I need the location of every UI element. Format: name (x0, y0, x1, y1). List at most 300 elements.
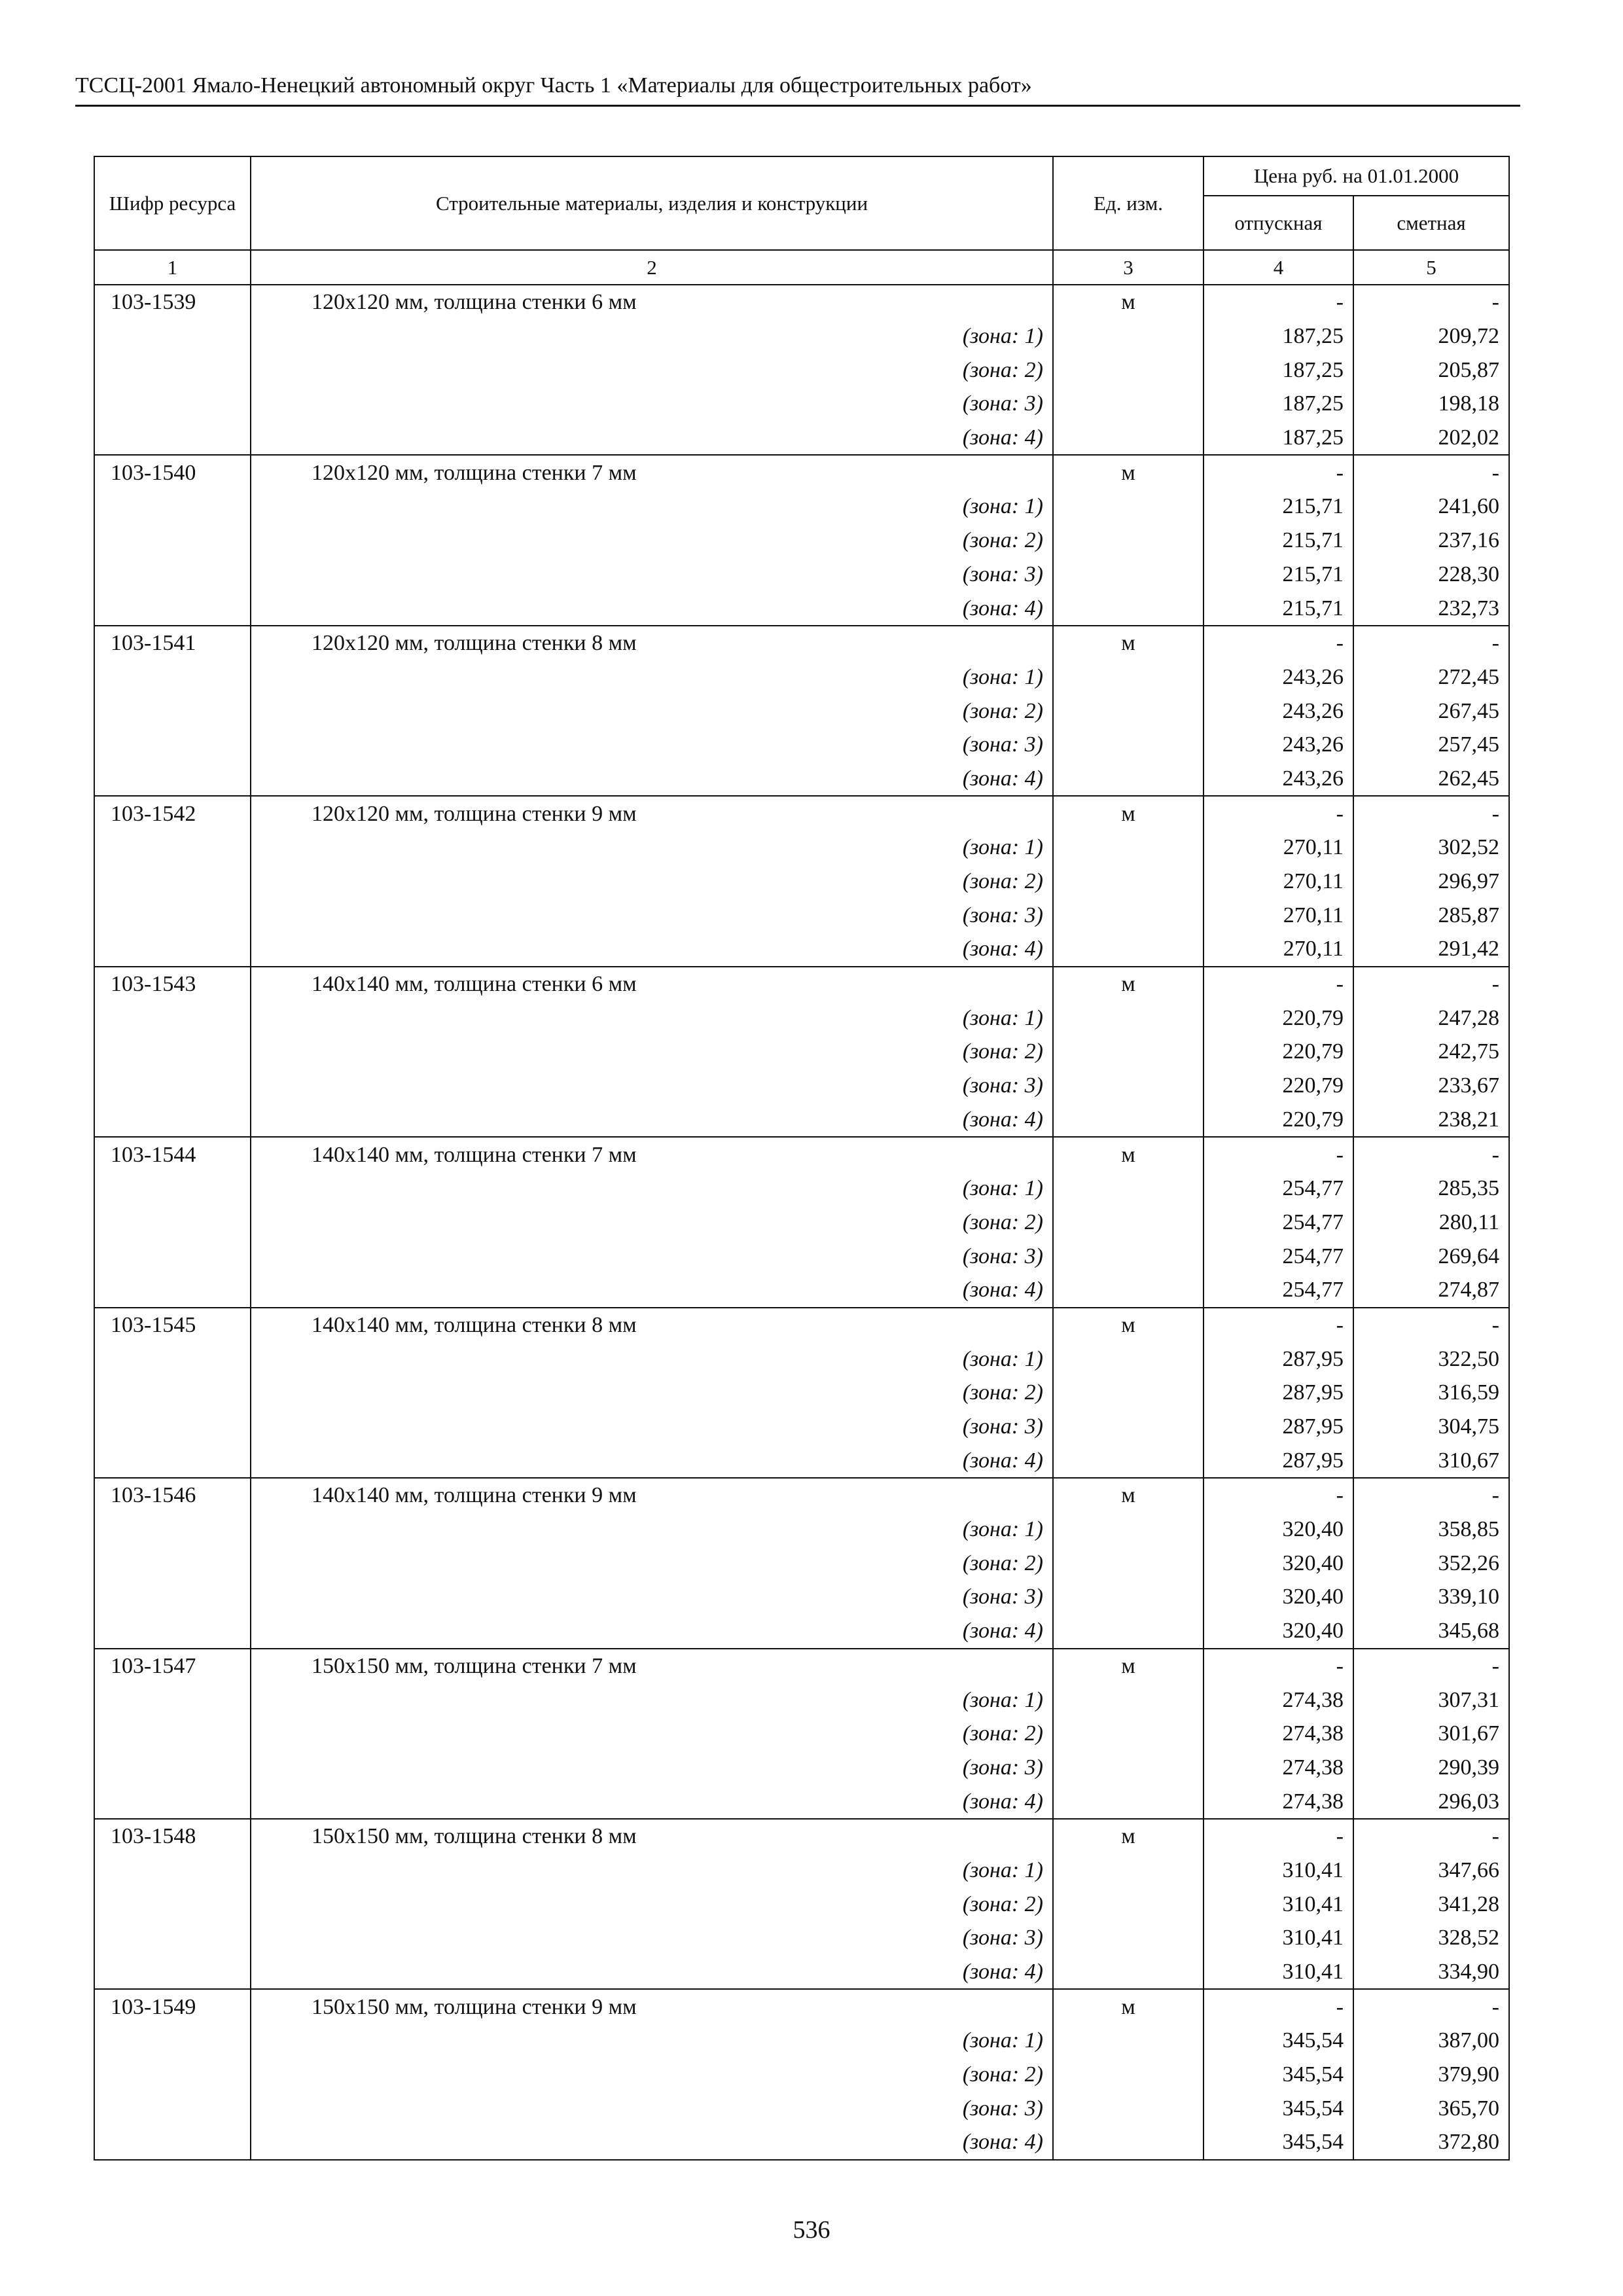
zone-label: (зона: 3) (251, 1069, 1053, 1103)
estimate-price: - (1353, 626, 1509, 660)
zone-label: (зона: 1) (251, 319, 1053, 353)
release-price: 220,79 (1204, 1069, 1353, 1103)
zone-label: (зона: 1) (251, 1854, 1053, 1888)
estimate-price: - (1353, 1308, 1509, 1342)
table-row (94, 796, 1509, 831)
header-unit: Ед. изм. (1053, 156, 1204, 250)
release-price: 310,41 (1204, 1854, 1353, 1888)
zone-label: (зона: 1) (251, 490, 1053, 524)
release-price: 345,54 (1204, 2024, 1353, 2058)
zone-label: (зона: 3) (251, 1410, 1053, 1444)
zone-label: (зона: 2) (251, 353, 1053, 387)
resource-code-empty (94, 898, 251, 932)
release-price: 270,11 (1204, 898, 1353, 932)
resource-code-empty (94, 558, 251, 592)
table-row (94, 1103, 1509, 1138)
column-number: 5 (1353, 250, 1509, 285)
zone-label: (зона: 3) (251, 1751, 1053, 1785)
release-price: 243,26 (1204, 694, 1353, 728)
estimate-price: 316,59 (1353, 1376, 1509, 1410)
unit-empty (1053, 2091, 1204, 2125)
table-row (94, 353, 1509, 387)
resource-code: 103-1540 (94, 455, 251, 490)
table-row (94, 1683, 1509, 1717)
resource-code-empty (94, 2058, 251, 2092)
release-price: 270,11 (1204, 865, 1353, 899)
zone-label: (зона: 4) (251, 932, 1053, 967)
table-row (94, 1614, 1509, 1649)
unit-empty (1053, 2058, 1204, 2092)
resource-code-empty (94, 2125, 251, 2160)
resource-code: 103-1545 (94, 1308, 251, 1342)
release-price: 345,54 (1204, 2125, 1353, 2160)
estimate-price: 372,80 (1353, 2125, 1509, 2160)
unit-empty (1053, 1854, 1204, 1888)
table-row (94, 1513, 1509, 1547)
resource-code-empty (94, 1443, 251, 1478)
release-price: 274,38 (1204, 1717, 1353, 1751)
release-price: 215,71 (1204, 490, 1353, 524)
zone-label: (зона: 3) (251, 1239, 1053, 1273)
estimate-price: 228,30 (1353, 558, 1509, 592)
unit-empty (1053, 353, 1204, 387)
header-price: Цена руб. на 01.01.2000 (1204, 156, 1509, 196)
resource-code-empty (94, 1921, 251, 1955)
release-price: 254,77 (1204, 1206, 1353, 1240)
resource-code-empty (94, 1546, 251, 1580)
unit: м (1053, 1308, 1204, 1342)
material-name: 120х120 мм, толщина стенки 9 мм (251, 796, 1053, 831)
resource-code-empty (94, 1717, 251, 1751)
estimate-price: 272,45 (1353, 660, 1509, 694)
unit: м (1053, 455, 1204, 490)
resource-code-empty (94, 1069, 251, 1103)
estimate-price: 242,75 (1353, 1035, 1509, 1069)
estimate-price: 302,52 (1353, 831, 1509, 865)
estimate-price: 358,85 (1353, 1513, 1509, 1547)
column-number: 2 (251, 250, 1053, 285)
table-row (94, 1069, 1509, 1103)
unit-empty (1053, 421, 1204, 456)
release-price: 320,40 (1204, 1546, 1353, 1580)
table-row (94, 285, 1509, 319)
estimate-price: 285,87 (1353, 898, 1509, 932)
resource-code-empty (94, 865, 251, 899)
release-price: 310,41 (1204, 1887, 1353, 1921)
estimate-price: 257,45 (1353, 728, 1509, 762)
table-row (94, 1921, 1509, 1955)
estimate-price: 241,60 (1353, 490, 1509, 524)
table-row (94, 591, 1509, 626)
unit-empty (1053, 1443, 1204, 1478)
release-price: 220,79 (1204, 1035, 1353, 1069)
table-row (94, 1751, 1509, 1785)
header-resource-code: Шифр ресурса (94, 156, 251, 250)
estimate-price: - (1353, 1137, 1509, 1172)
unit-empty (1053, 1376, 1204, 1410)
zone-label: (зона: 1) (251, 1513, 1053, 1547)
column-number: 4 (1204, 250, 1353, 285)
table-row (94, 831, 1509, 865)
resource-code: 103-1539 (94, 285, 251, 319)
material-name: 120х120 мм, толщина стенки 8 мм (251, 626, 1053, 660)
resource-code: 103-1543 (94, 967, 251, 1001)
resource-code-empty (94, 1751, 251, 1785)
unit-empty (1053, 1035, 1204, 1069)
release-price: 345,54 (1204, 2091, 1353, 2125)
zone-label: (зона: 3) (251, 1580, 1053, 1614)
release-price: - (1204, 1137, 1353, 1172)
release-price: 270,11 (1204, 831, 1353, 865)
zone-label: (зона: 4) (251, 762, 1053, 797)
estimate-price: 205,87 (1353, 353, 1509, 387)
unit-empty (1053, 591, 1204, 626)
resource-code-empty (94, 1103, 251, 1138)
table-row (94, 1035, 1509, 1069)
release-price: - (1204, 1308, 1353, 1342)
resource-code-empty (94, 1887, 251, 1921)
resource-code-empty (94, 387, 251, 421)
release-price: 254,77 (1204, 1273, 1353, 1308)
unit-empty (1053, 1614, 1204, 1649)
resource-code-empty (94, 762, 251, 797)
unit-empty (1053, 831, 1204, 865)
release-price: 345,54 (1204, 2058, 1353, 2092)
table-row (94, 1308, 1509, 1342)
estimate-price: 274,87 (1353, 1273, 1509, 1308)
release-price: - (1204, 796, 1353, 831)
estimate-price: 198,18 (1353, 387, 1509, 421)
resource-code-empty (94, 524, 251, 558)
table-row (94, 1784, 1509, 1819)
unit-empty (1053, 1342, 1204, 1376)
estimate-price: 307,31 (1353, 1683, 1509, 1717)
resource-code: 103-1541 (94, 626, 251, 660)
estimate-price: 387,00 (1353, 2024, 1509, 2058)
table-row (94, 967, 1509, 1001)
release-price: - (1204, 1478, 1353, 1513)
table-row (94, 1137, 1509, 1172)
estimate-price: 310,67 (1353, 1443, 1509, 1478)
unit-empty (1053, 1273, 1204, 1308)
release-price: 254,77 (1204, 1239, 1353, 1273)
release-price: 287,95 (1204, 1443, 1353, 1478)
zone-label: (зона: 1) (251, 1001, 1053, 1035)
resource-code-empty (94, 1784, 251, 1819)
resource-code-empty (94, 2091, 251, 2125)
zone-label: (зона: 4) (251, 1443, 1053, 1478)
estimate-price: 334,90 (1353, 1955, 1509, 1990)
release-price: 215,71 (1204, 558, 1353, 592)
unit-empty (1053, 1683, 1204, 1717)
unit-empty (1053, 524, 1204, 558)
zone-label: (зона: 2) (251, 1887, 1053, 1921)
table-row (94, 1887, 1509, 1921)
table-row (94, 1955, 1509, 1990)
zone-label: (зона: 4) (251, 1955, 1053, 1990)
estimate-price: - (1353, 1649, 1509, 1683)
estimate-price: 237,16 (1353, 524, 1509, 558)
resource-code-empty (94, 1001, 251, 1035)
unit-empty (1053, 1717, 1204, 1751)
release-price: 215,71 (1204, 591, 1353, 626)
table-row (94, 1273, 1509, 1308)
estimate-price: 285,35 (1353, 1172, 1509, 1206)
estimate-price: 322,50 (1353, 1342, 1509, 1376)
zone-label: (зона: 2) (251, 1376, 1053, 1410)
resource-code: 103-1542 (94, 796, 251, 831)
release-price: 270,11 (1204, 932, 1353, 967)
material-name: 150х150 мм, толщина стенки 7 мм (251, 1649, 1053, 1683)
unit-empty (1053, 558, 1204, 592)
unit-empty (1053, 387, 1204, 421)
zone-label: (зона: 3) (251, 387, 1053, 421)
resource-code-empty (94, 831, 251, 865)
material-name: 140х140 мм, толщина стенки 6 мм (251, 967, 1053, 1001)
zone-label: (зона: 2) (251, 1206, 1053, 1240)
estimate-price: 296,97 (1353, 865, 1509, 899)
estimate-price: 290,39 (1353, 1751, 1509, 1785)
unit-empty (1053, 1239, 1204, 1273)
release-price: 320,40 (1204, 1614, 1353, 1649)
estimate-price: 347,66 (1353, 1854, 1509, 1888)
table-row (94, 762, 1509, 797)
release-price: 220,79 (1204, 1001, 1353, 1035)
estimate-price: 345,68 (1353, 1614, 1509, 1649)
table-row (94, 660, 1509, 694)
table-row (94, 626, 1509, 660)
estimate-price: 202,02 (1353, 421, 1509, 456)
release-price: 320,40 (1204, 1580, 1353, 1614)
table-row (94, 1580, 1509, 1614)
table-row (94, 2058, 1509, 2092)
unit-empty (1053, 1921, 1204, 1955)
table-row (94, 728, 1509, 762)
zone-label: (зона: 2) (251, 524, 1053, 558)
zone-label: (зона: 2) (251, 1546, 1053, 1580)
table-row (94, 1717, 1509, 1751)
estimate-price: 379,90 (1353, 2058, 1509, 2092)
estimate-price: 232,73 (1353, 591, 1509, 626)
table-row (94, 1546, 1509, 1580)
estimate-price: 233,67 (1353, 1069, 1509, 1103)
release-price: 287,95 (1204, 1342, 1353, 1376)
release-price: 254,77 (1204, 1172, 1353, 1206)
resource-code-empty (94, 1513, 251, 1547)
release-price: 243,26 (1204, 728, 1353, 762)
zone-label: (зона: 4) (251, 591, 1053, 626)
zone-label: (зона: 1) (251, 660, 1053, 694)
unit: м (1053, 1819, 1204, 1854)
material-name: 150х150 мм, толщина стенки 8 мм (251, 1819, 1053, 1854)
resource-code-empty (94, 694, 251, 728)
release-price: - (1204, 285, 1353, 319)
page-number: 536 (793, 2216, 830, 2244)
estimate-price: 301,67 (1353, 1717, 1509, 1751)
zone-label: (зона: 1) (251, 2024, 1053, 2058)
table-row (94, 1989, 1509, 2024)
estimate-price: - (1353, 285, 1509, 319)
release-price: - (1204, 967, 1353, 1001)
resource-code-empty (94, 319, 251, 353)
release-price: 220,79 (1204, 1103, 1353, 1138)
release-price: - (1204, 1989, 1353, 2024)
release-price: 310,41 (1204, 1955, 1353, 1990)
estimate-price: 341,28 (1353, 1887, 1509, 1921)
estimate-price: 304,75 (1353, 1410, 1509, 1444)
unit-empty (1053, 694, 1204, 728)
release-price: 187,25 (1204, 353, 1353, 387)
unit-empty (1053, 1001, 1204, 1035)
unit: м (1053, 285, 1204, 319)
column-number: 3 (1053, 250, 1204, 285)
release-price: 287,95 (1204, 1410, 1353, 1444)
resource-code-empty (94, 1035, 251, 1069)
table-row (94, 1206, 1509, 1240)
unit-empty (1053, 865, 1204, 899)
release-price: 274,38 (1204, 1784, 1353, 1819)
unit-empty (1053, 1580, 1204, 1614)
estimate-price: - (1353, 967, 1509, 1001)
estimate-price: 339,10 (1353, 1580, 1509, 1614)
material-name: 140х140 мм, толщина стенки 7 мм (251, 1137, 1053, 1172)
resource-code-empty (94, 1172, 251, 1206)
unit-empty (1053, 2125, 1204, 2160)
unit-empty (1053, 728, 1204, 762)
unit-empty (1053, 1103, 1204, 1138)
table-row (94, 1376, 1509, 1410)
release-price: - (1204, 1819, 1353, 1854)
unit-empty (1053, 1955, 1204, 1990)
table-row (94, 694, 1509, 728)
resource-code-empty (94, 1342, 251, 1376)
estimate-price: 296,03 (1353, 1784, 1509, 1819)
resource-code-empty (94, 2024, 251, 2058)
zone-label: (зона: 2) (251, 865, 1053, 899)
resource-code-empty (94, 1273, 251, 1308)
resource-code-empty (94, 490, 251, 524)
estimate-price: 280,11 (1353, 1206, 1509, 1240)
resource-code-empty (94, 1239, 251, 1273)
table-row (94, 1478, 1509, 1513)
resource-code-empty (94, 932, 251, 967)
header-divider (75, 105, 1520, 107)
release-price: 215,71 (1204, 524, 1353, 558)
release-price: 274,38 (1204, 1683, 1353, 1717)
release-price: 310,41 (1204, 1921, 1353, 1955)
estimate-price: 247,28 (1353, 1001, 1509, 1035)
unit: м (1053, 1478, 1204, 1513)
resource-code: 103-1547 (94, 1649, 251, 1683)
release-price: 243,26 (1204, 762, 1353, 797)
zone-label: (зона: 2) (251, 1717, 1053, 1751)
zone-label: (зона: 4) (251, 1273, 1053, 1308)
material-name: 140х140 мм, толщина стенки 9 мм (251, 1478, 1053, 1513)
resource-code: 103-1548 (94, 1819, 251, 1854)
zone-label: (зона: 3) (251, 2091, 1053, 2125)
estimate-price: 267,45 (1353, 694, 1509, 728)
estimate-price: 365,70 (1353, 2091, 1509, 2125)
table-row (94, 1001, 1509, 1035)
unit-empty (1053, 898, 1204, 932)
resource-code-empty (94, 1683, 251, 1717)
release-price: 187,25 (1204, 319, 1353, 353)
table-row (94, 2024, 1509, 2058)
resource-code: 103-1549 (94, 1989, 251, 2024)
estimate-price: 269,64 (1353, 1239, 1509, 1273)
table-row (94, 1854, 1509, 1888)
table-row (94, 421, 1509, 456)
unit-empty (1053, 762, 1204, 797)
table-row (94, 1410, 1509, 1444)
resource-code: 103-1544 (94, 1137, 251, 1172)
release-price: 243,26 (1204, 660, 1353, 694)
estimate-price: 291,42 (1353, 932, 1509, 967)
page-header-title: ТССЦ-2001 Ямало-Ненецкий автономный округ Часть 1 «Материалы для общестроительных работ» (75, 73, 1032, 98)
estimate-price: 328,52 (1353, 1921, 1509, 1955)
unit: м (1053, 796, 1204, 831)
material-name: 150х150 мм, толщина стенки 9 мм (251, 1989, 1053, 2024)
estimate-price: - (1353, 1989, 1509, 2024)
material-name: 140х140 мм, толщина стенки 8 мм (251, 1308, 1053, 1342)
resource-code: 103-1546 (94, 1478, 251, 1513)
price-table (94, 156, 1510, 2161)
table-row (94, 865, 1509, 899)
estimate-price: - (1353, 796, 1509, 831)
header-materials: Строительные материалы, изделия и конструкции (251, 156, 1053, 250)
estimate-price: - (1353, 1478, 1509, 1513)
header-estimate-price: сметная (1353, 196, 1509, 250)
unit-empty (1053, 660, 1204, 694)
zone-label: (зона: 3) (251, 1921, 1053, 1955)
table-row (94, 898, 1509, 932)
unit-empty (1053, 2024, 1204, 2058)
release-price: 274,38 (1204, 1751, 1353, 1785)
table-row (94, 932, 1509, 967)
table-row (94, 455, 1509, 490)
release-price: - (1204, 455, 1353, 490)
unit-empty (1053, 319, 1204, 353)
zone-label: (зона: 4) (251, 1614, 1053, 1649)
unit-empty (1053, 932, 1204, 967)
zone-label: (зона: 2) (251, 694, 1053, 728)
resource-code-empty (94, 660, 251, 694)
table-row (94, 319, 1509, 353)
zone-label: (зона: 4) (251, 1103, 1053, 1138)
header-release-price: отпускная (1204, 196, 1353, 250)
unit-empty (1053, 1206, 1204, 1240)
unit-empty (1053, 1784, 1204, 1819)
resource-code-empty (94, 1376, 251, 1410)
unit: м (1053, 1989, 1204, 2024)
zone-label: (зона: 4) (251, 2125, 1053, 2160)
zone-label: (зона: 4) (251, 1784, 1053, 1819)
estimate-price: 238,21 (1353, 1103, 1509, 1138)
unit-empty (1053, 490, 1204, 524)
unit-empty (1053, 1410, 1204, 1444)
resource-code-empty (94, 1614, 251, 1649)
table-row (94, 1342, 1509, 1376)
table-row (94, 2091, 1509, 2125)
zone-label: (зона: 2) (251, 1035, 1053, 1069)
unit: м (1053, 1649, 1204, 1683)
table-row (94, 1819, 1509, 1854)
estimate-price: 209,72 (1353, 319, 1509, 353)
unit: м (1053, 626, 1204, 660)
table-row (94, 1649, 1509, 1683)
zone-label: (зона: 4) (251, 421, 1053, 456)
unit-empty (1053, 1513, 1204, 1547)
